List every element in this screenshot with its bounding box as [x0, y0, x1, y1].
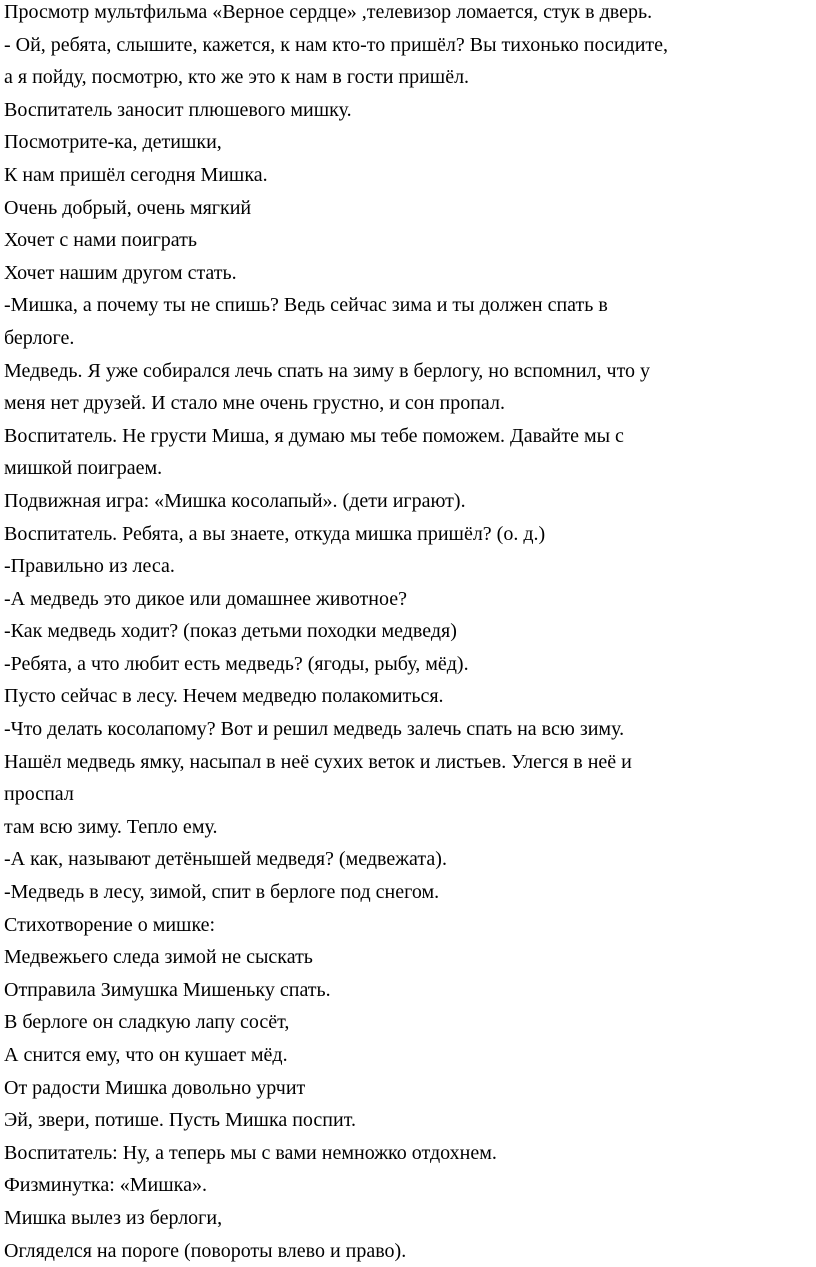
text-line: Стихотворение о мишке: — [4, 913, 216, 936]
text-line: Хочет с нами поиграть — [4, 229, 197, 252]
text-line: Мишка вылез из берлоги, — [4, 1206, 223, 1229]
text-line: Медведь. Я уже собирался лечь спать на зиму в берлогу, но вспомнил, что у — [4, 359, 651, 382]
text-line: меня нет друзей. И стало мне очень грустно, и сон пропал. — [4, 392, 505, 415]
text-line: -Что делать косолапому? Вот и решил медведь залечь спать на всю зиму. — [4, 718, 625, 741]
text-line: Подвижная игра: «Мишка косолапый». (дети играют). — [4, 489, 466, 512]
text-line: Отправила Зимушка Мишеньку спать. — [4, 978, 331, 1001]
text-line: Очень добрый, очень мягкий — [4, 196, 252, 219]
text-line: -Медведь в лесу, зимой, спит в берлоге под снегом. — [4, 881, 440, 904]
text-line: В берлоге он сладкую лапу сосёт, — [4, 1011, 290, 1034]
text-line: Огляделся на пороге (повороты влево и право). — [4, 1239, 407, 1262]
text-line: Посмотрите-ка, детишки, — [4, 131, 222, 154]
text-line: Пусто сейчас в лесу. Нечем медведю полакомиться. — [4, 685, 444, 708]
text-line: Нашёл медведь ямку, насыпал в неё сухих веток и листьев. Улегся в неё и — [4, 750, 632, 773]
text-line: Хочет нашим другом стать. — [4, 261, 237, 284]
text-line: -А медведь это дикое или домашнее животное? — [4, 587, 407, 610]
text-line: -Мишка, а почему ты не спишь? Ведь сейчас зима и ты должен спать в — [4, 294, 608, 317]
text-line: Просмотр мультфильма «Верное сердце» ,телевизор ломается, стук в дверь. — [4, 1, 653, 23]
text-line: -А как, называют детёнышей медведя? (медвежата). — [4, 848, 447, 871]
text-line: Эй, звери, потише. Пусть Мишка поспит. — [4, 1109, 356, 1132]
text-line: Воспитатель. Не грусти Миша, я думаю мы тебе поможем. Давайте мы с — [4, 424, 624, 447]
text-line: К нам пришёл сегодня Мишка. — [4, 163, 268, 186]
text-line: - Ой, ребята, слышите, кажется, к нам кто-то пришёл? Вы тихонько посидите, — [4, 33, 669, 56]
text-line: Воспитатель заносит плюшевого мишку. — [4, 98, 352, 121]
text-line: -Правильно из леса. — [4, 555, 175, 578]
text-line: мишкой поиграем. — [4, 457, 163, 480]
text-line: -Ребята, а что любит есть медведь? (ягоды, рыбу, мёд). — [4, 652, 469, 675]
text-line: Медвежьего следа зимой не сыскать — [4, 946, 313, 969]
text-line: Воспитатель. Ребята, а вы знаете, откуда мишка пришёл? (о. д.) — [4, 522, 546, 545]
text-line: там всю зиму. Тепло ему. — [4, 815, 218, 838]
text-line: а я пойду, посмотрю, кто же это к нам в гости пришёл. — [4, 66, 470, 89]
text-line: А снится ему, что он кушает мёд. — [4, 1044, 288, 1066]
text-line: Физминутка: «Мишка». — [4, 1174, 207, 1197]
text-line: берлоге. — [4, 326, 75, 349]
text-line: Воспитатель: Ну, а теперь мы с вами немножко отдохнем. — [4, 1141, 497, 1164]
text-line: -Как медведь ходит? (показ детьми походки медведя) — [4, 620, 457, 643]
text-line: проспал — [4, 783, 74, 806]
text-line: От радости Мишка довольно урчит — [4, 1076, 306, 1099]
